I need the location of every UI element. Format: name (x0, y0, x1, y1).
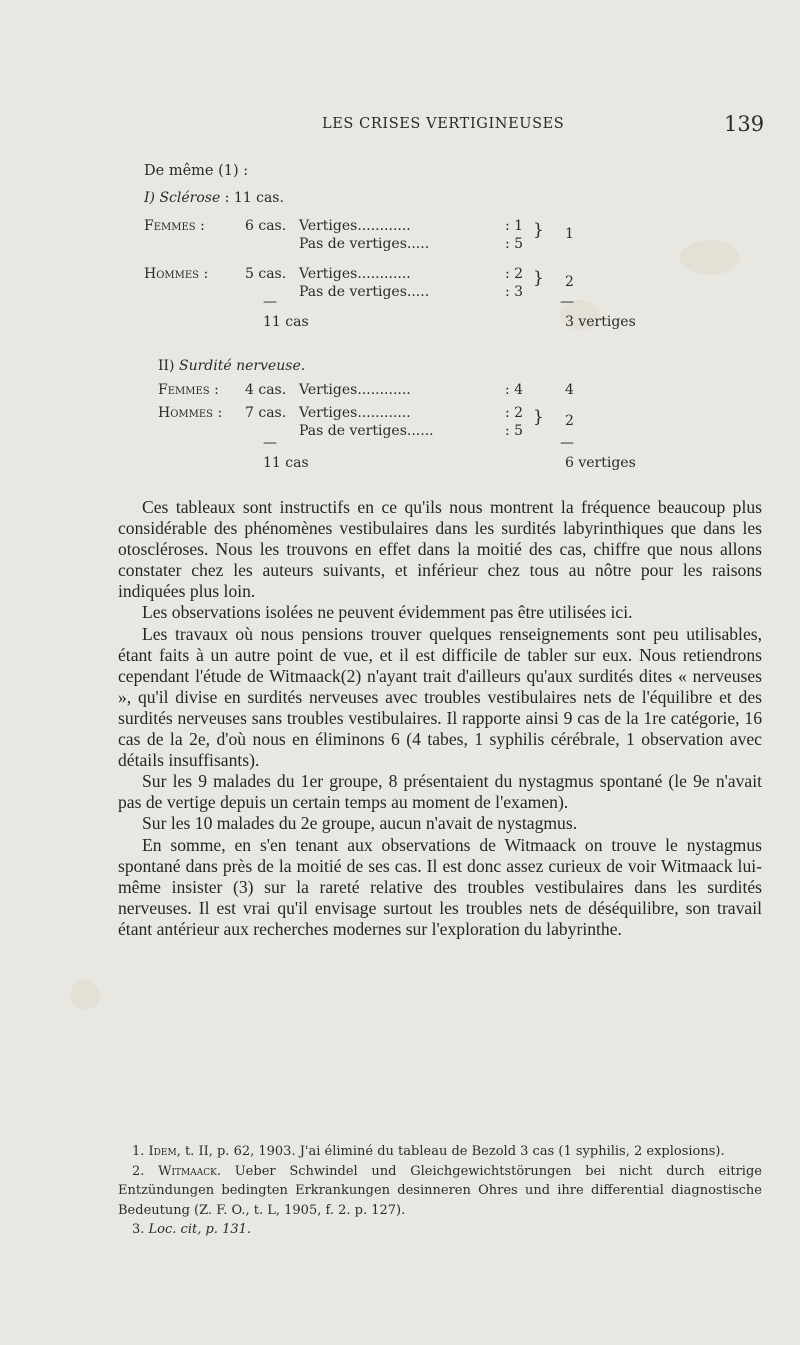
section2-dash-left: — (263, 435, 277, 451)
section1-femmes-row1-value: : 1 (505, 218, 524, 234)
section2-hommes-row2: Pas de vertiges...... (299, 423, 434, 439)
footnote-number: 3. (132, 1222, 145, 1237)
body-text (118, 497, 762, 940)
section2-label-num: II) (158, 358, 175, 374)
page-number: 139 (724, 112, 765, 136)
section2-hommes-cases: 7 cas. (245, 405, 287, 421)
section1-femmes-row2-value: : 5 (505, 236, 524, 252)
footnote-text: , t. II, p. 62, 1903. J'ai éliminé du tableau de Bezold 3 cas (1 syphilis, 2 explosions). (176, 1144, 725, 1159)
footnote (118, 1162, 762, 1221)
section1-femmes-label: Femmes : (144, 218, 205, 234)
footnote-text: . Ueber Schwindel und Gleichgewichtstörungen bei nicht durch eitrige Entzündungen bedingten Erkrankungen desinneren Ohres und ihre differential diagnostische Bedeutung (Z. F. O., t. L, 1905, f. 2. p. 127). (118, 1163, 762, 1218)
section1-hommes-label: Hommes : (144, 266, 209, 282)
paragraph: Les travaux où nous pensions trouver quelques renseignements sont peu utilisables, étant faits à un autre point de vue, et il est difficile de tabler sur eux. Nous retiendrons cependant l'étude de Witmaack(2) n'ayant trait d'ailleurs qu'aux surdités dites « nerveuses », qu'il divise en surdités nerveuses avec troubles vestibulaires nets de l'équilibre et des surdités nerveuses sans troubles vestibulaires. Il rapporte ainsi 9 cas de la 1re catégorie, 16 cas de la 2e, d'où nous en éliminons 6 (4 tabes, 1 syphilis cérébrale, 1 observation avec détails insuffisants). (118, 623, 762, 771)
section1-femmes-row2: Pas de vertiges..... (299, 236, 430, 252)
paragraph: Sur les 9 malades du 1er groupe, 8 présentaient du nystagmus spontané (le 9e n'avait pas de vertige depuis un certain temps au moment de l'examen). (118, 771, 762, 813)
section1-label: I) Sclérose (144, 190, 221, 206)
section1-femmes-sum: 1 (565, 226, 574, 242)
section2-hommes-row1: Vertiges............ (299, 405, 411, 421)
paragraph: Sur les 10 malades du 2e groupe, aucun n'avait de nystagmus. (142, 813, 578, 834)
section2-hommes-sum: 2 (565, 413, 574, 429)
section1-hommes-row1-value: : 2 (505, 266, 524, 282)
section2-dash-right: — (560, 435, 574, 451)
brace-icon: } (533, 220, 544, 240)
section2-hommes-label: Hommes : (158, 405, 223, 421)
footnote-number: 1. (132, 1144, 145, 1159)
section2-femmes-cases: 4 cas. (245, 382, 287, 398)
section2-femmes-sum: 4 (565, 382, 574, 398)
section1-dash-right: — (560, 294, 574, 310)
footnote-number: 2. (132, 1163, 145, 1179)
footnote (118, 1220, 762, 1240)
brace-icon: } (533, 407, 544, 427)
section1-sep: : (224, 190, 230, 206)
section1-dash-left: — (263, 294, 277, 310)
section2-femmes-label: Femmes : (158, 382, 219, 398)
paragraph: Les observations isolées ne peuvent évidemment pas être utilisées ici. (142, 602, 633, 623)
section2-femmes-row1: Vertiges............ (299, 382, 411, 398)
section2-heading (158, 358, 305, 374)
section1-hommes-row2: Pas de vertiges..... (299, 284, 430, 300)
section1-cases: 11 cas. (233, 190, 284, 206)
section2-hommes-row1-value: : 2 (505, 405, 524, 421)
brace-icon: } (533, 268, 544, 288)
section1-hommes-row2-value: : 3 (505, 284, 524, 300)
paragraph: En somme, en s'en tenant aux observations de Witmaack on trouve le nystagmus spontané dans près de la moitié de ses cas. Il est donc assez curieux de voir Witmaack lui-même insister (3) sur la rareté relative des troubles vestibulaires dans les surdités nerveuses. Il est vrai qu'il envisage surtout les troubles nets de déséquilibre, son travail étant antérieur aux recherches modernes sur l'exploration du labyrinthe. (118, 834, 762, 939)
running-header: LES CRISES VERTIGINEUSES (322, 116, 565, 132)
section2-femmes-row1-value: : 4 (505, 382, 524, 398)
intro-line: De même (1) : (144, 163, 249, 179)
section1-hommes-sum: 2 (565, 274, 574, 290)
footnotes (118, 1142, 762, 1240)
section1-hommes-row1: Vertiges............ (299, 266, 411, 282)
paper-stain (680, 240, 740, 275)
section1-heading (144, 190, 284, 206)
section1-hommes-cases: 5 cas. (245, 266, 287, 282)
section2-total-vertiges: 6 vertiges (565, 455, 636, 471)
section1-total-cases: 11 cas (263, 314, 309, 330)
section1-total-vertiges: 3 vertiges (565, 314, 636, 330)
section2-hommes-row2-value: : 5 (505, 423, 524, 439)
section2-label: Surdité nerveuse. (178, 358, 306, 374)
footnote-author: Idem (148, 1144, 177, 1159)
footnote-text: Loc. cit, p. 131. (148, 1222, 252, 1237)
section1-femmes-cases: 6 cas. (245, 218, 287, 234)
footnote-author: Witmaack (158, 1163, 217, 1179)
section2-total-cases: 11 cas (263, 455, 309, 471)
section1-femmes-row1: Vertiges............ (299, 218, 411, 234)
paper-stain (70, 980, 100, 1010)
paragraph: Ces tableaux sont instructifs en ce qu'ils nous montrent la fréquence beaucoup plus considérable des phénomènes vestibulaires dans les surdités labyrinthiques que dans les otoscléroses. Nous les trouvons en effet dans la moitié des cas, chiffre que nous allons constater chez les auteurs suivants, et inférieur chez tous au nôtre pour les raisons indiquées plus loin. (118, 497, 762, 602)
footnote (118, 1142, 762, 1162)
